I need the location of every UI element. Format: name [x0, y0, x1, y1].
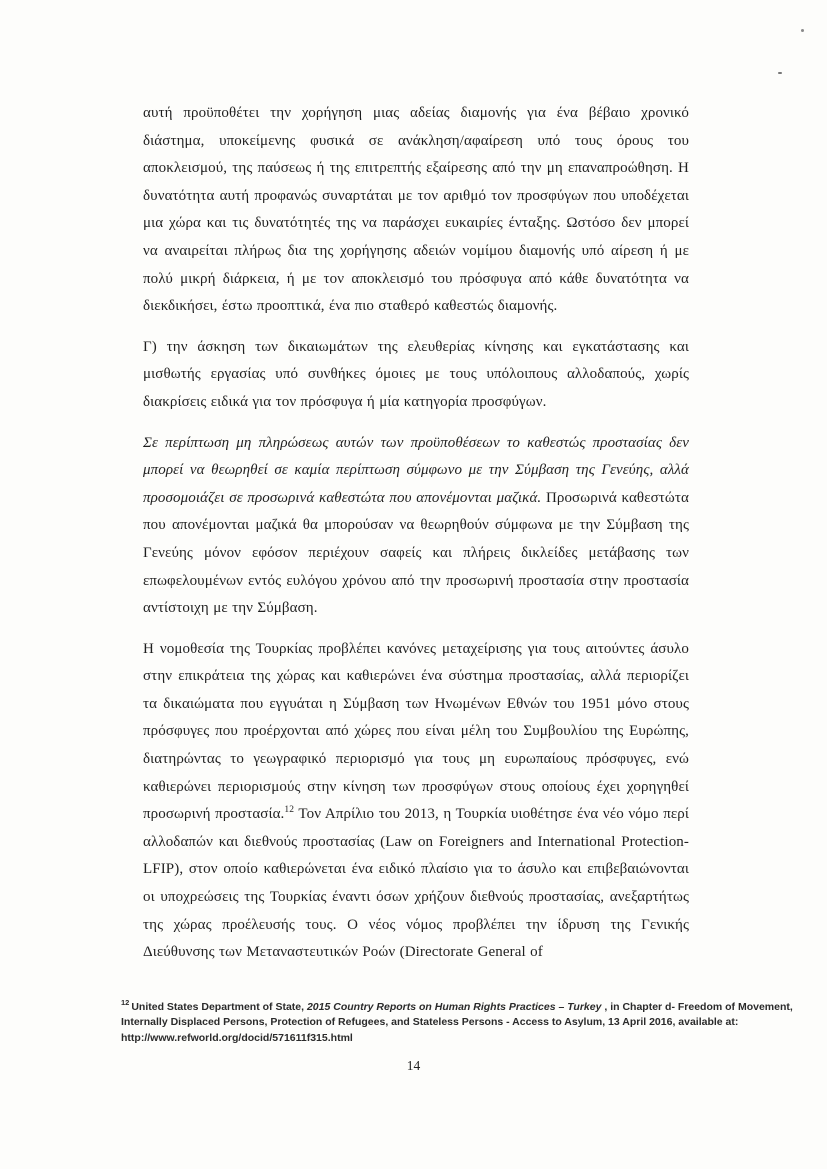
footnote-reference: 12	[284, 805, 295, 816]
italic-passage: Σε περίπτωση μη πληρώσεως αυτών των προϋποθέσεων το καθεστώς προστασίας δεν μπορεί να θεωρηθεί σε καμία περίπτωση σύμφωνο με την Σύμβαση της Γενεύης, αλλά προσομοιάζει σε προσωρινά καθεστώτα που απονέμονται μαζικά.	[143, 434, 689, 506]
footnote-text: , in Chapter d- Freedom of Movement, Internally Displaced Persons, Protection of Refugees, and Stateless Persons - Access to Asylum, 13 April 2016, available at: http://www.refworld.org/docid/571611f315.html	[121, 1000, 793, 1044]
paragraph-text: Η νομοθεσία της Τουρκίας προβλέπει κανόνες μεταχείρισης για τους αιτούντες άσυλο στην επικράτεια της χώρας και καθιερώνει ένα σύστημα προστασίας, αλλά περιορίζει τα δικαιώματα που εγγυάται η Σύμβαση των Ηνωμένων Εθνών του 1951 μόνο στους πρόσφυγες που προέρχονται από χώρες που είναι μέλη του Συμβουλίου της Ευρώπης, διατηρώντας το γεωγραφικό περιορισμό για τους μη ευρωπαίους πρόσφυγες, ενώ καθιερώνει περιορισμούς στην κίνηση των προσφύγων στους οποίους έχει χορηγηθεί προσωρινή προστασία.	[143, 640, 689, 823]
paragraph-1: αυτή προϋποθέτει την χορήγηση μιας αδείας διαμονής για ένα βέβαιο χρονικό διάστημα, υποκείμενης φυσικά σε ανάκληση/αφαίρεση υπό τους όρους του αποκλεισμού, της παύσεως ή της επιτρεπτής εξαίρεσης από την μη επαναπροώθηση. Η δυνατότητα αυτή προφανώς συναρτάται με τον αριθμό τον προσφύγων που υποδέχεται μια χώρα και τις δυνατότητές της να παράσχει ευκαιρίες ένταξης. Ωστόσο δεν μπορεί να αναιρείται πλήρως δια της χορήγησης αδειών νομίμου διαμονής υπό αίρεση ή με πολύ μικρή διάρκεια, ή με τον αποκλεισμό του πρόσφυγα από κάθε δυνατότητα να διεκδικήσει, έστω προοπτικά, ένα πιο σταθερό καθεστώς διαμονής.	[143, 105, 689, 315]
page-footer	[0, 1000, 827, 1169]
paragraph-text: Τον Απρίλιο του 2013, η Τουρκία υιοθέτησε ένα νέο νόμο περί αλλοδαπών και διεθνούς προστασίας (Law on Foreigners and International Protection- LFIP), στον οποίο καθιερώνεται ένα ειδικό πλαίσιο για το άσυλο και επιβεβαιώνονται οι υποχρεώσεις της Τουρκίας έναντι όσων χρήζουν διεθνούς προστασίας, ανεξαρτήτως της χώρας προέλευσής τους. Ο νέος νόμος προβλέπει την ίδρυση της Γενικής Διεύθυνσης των Μεταναστευτικών Ροών (Directorate General of	[143, 806, 689, 961]
paragraph-continuation: Προσωρινά καθεστώτα που απονέμονται μαζικά θα μπορούσαν να θεωρηθούν σύμφωνα με την Σύμβαση της Γενεύης μόνον εφόσον περιέχουν σαφείς και πλήρεις δικλείδες μετάβασης των επωφελουμένων εντός ευλόγου χρόνου από την προσωρινή προστασία στην προστασία αντίστοιχη με την Σύμβαση.	[143, 489, 689, 617]
scan-artifact	[778, 72, 782, 74]
paragraph-2: Γ) την άσκηση των δικαιωμάτων της ελευθερίας κίνησης και εγκατάστασης και μισθωτής εργασίας υπό συνθήκες όμοιες με τους υπόλοιπους αλλοδαπούς, χωρίς διακρίσεις ειδικά για τον πρόσφυγα ή μία κατηγορία προσφύγων.	[143, 338, 689, 410]
footnote	[121, 1000, 797, 1047]
footnote-text: United States Department of State,	[131, 1000, 307, 1013]
footnote-citation-title: 2015 Country Reports on Human Rights Practices – Turkey	[306, 1000, 602, 1013]
page-body	[143, 100, 689, 980]
footnote-marker: 12	[121, 998, 130, 1007]
page-number: 14	[406, 1058, 421, 1073]
paragraph-4	[143, 636, 689, 967]
scan-artifact	[801, 29, 804, 32]
paragraph-3	[143, 430, 689, 623]
